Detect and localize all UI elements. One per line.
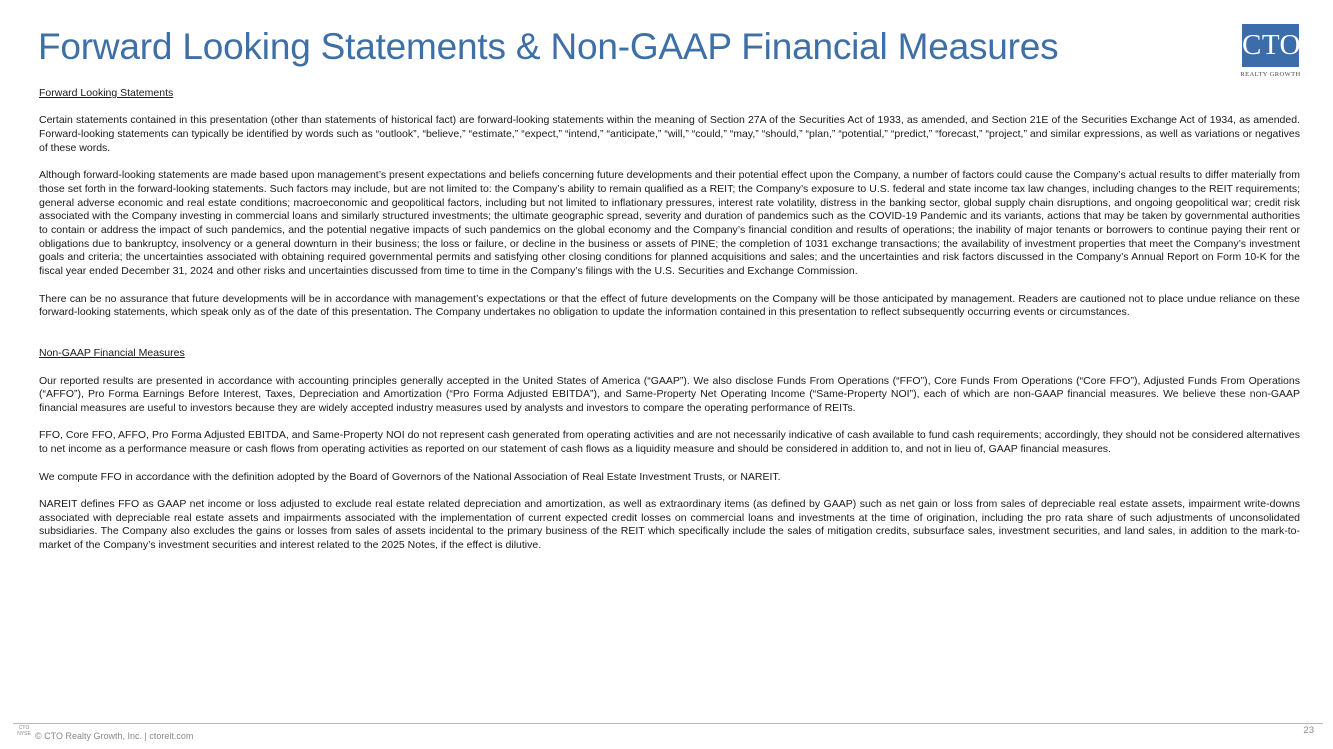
non-gaap-paragraph-4: NAREIT defines FFO as GAAP net income or loss adjusted to exclude real estate related depreciation and amortization, as well as extraordinary items (as defined by GAAP) such as net gain or loss from sales of depreciable real estate assets, impairment write-downs associated with depreciable real estate assets and impairments associated with the implementation of current expected credit losses on commercial loans and investments at the time of origination, including the pro rata share of such adjustments of unconsolidated subsidiaries. The Company also excludes the gains or losses from sales of assets incidental to the primary business of the REIT which specifically include the sales of mitigation credits, subsurface sales, investment securities, and land sales, in addition to the mark-to-market of the Company’s investment securities and interest related to the 2025 Notes, if the effect is dilutive. — [39, 497, 1300, 552]
forward-looking-paragraph-3: There can be no assurance that future developments will be in accordance with management’s expectations or that the effect of future developments on the Company will be those anticipated by management. Readers are cautioned not to place undue reliance on these forward-looking statements, which speak only as of the date of this presentation. The Company undertakes no obligation to update the information contained in this presentation to reflect subsequently occurring events or circumstances. — [39, 292, 1300, 319]
page-number: 23 — [1303, 725, 1314, 736]
non-gaap-paragraph-1: Our reported results are presented in accordance with accounting principles generally accepted in the United States of America (“GAAP”). We also disclose Funds From Operations (“FFO”), Core Funds From Operations (“Core FFO”), Adjusted Funds From Operations (“AFFO”), Pro Forma Earnings Before Interest, Taxes, Depreciation and Amortization (“Pro Forma Adjusted EBITDA”), and Same-Property Net Operating Income (“Same-Property NOI”), each of which are non-GAAP financial measures. We believe these non-GAAP financial measures are useful to investors because they are widely accepted industry measures used by analysts and investors to compare the operating performance of REITs. — [39, 374, 1300, 415]
non-gaap-paragraph-2: FFO, Core FFO, AFFO, Pro Forma Adjusted EBITDA, and Same-Property NOI do not represent cash generated from operating activities and are not necessarily indicative of cash available to fund cash requirements; accordingly, they should not be considered alternatives to net income as a performance measure or cash flows from operating activities as reported on our statement of cash flows as a liquidity measure and should be considered in addition to, and not in lieu of, GAAP financial measures. — [39, 429, 1300, 456]
forward-looking-paragraph-1: Certain statements contained in this presentation (other than statements of historical fact) are forward-looking statements within the meaning of Section 27A of the Securities Act of 1933, as amended, and Section 21E of the Securities Exchange Act of 1934, as amended. Forward-looking statements can typically be identified by words such as “outlook”, “believe,” “estimate,” “expect,” “intend,” “anticipate,” “will,” “could,” “may,” “should,” “plan,” “potential,” “predict,” “forecast,” “project,” and similar expressions, as well as variations or negatives of these words. — [39, 114, 1300, 154]
forward-looking-paragraph-2: Although forward-looking statements are made based upon management’s present expectations and beliefs concerning future developments and their potential effect upon the Company, a number of factors could cause the Company’s actual results to differ materially from those set forth in the forward-looking statements. Such factors may include, but are not limited to: the Company’s ability to remain qualified as a REIT; the Company’s exposure to U.S. federal and state income tax law changes, including changes to the REIT requirements; general adverse economic and real estate conditions; macroeconomic and geopolitical factors, including but not limited to inflationary pressures, interest rate volatility, distress in the banking sector, global supply chain disruptions, and ongoing geopolitical war; credit risk associated with the Company investing in commercial loans and similarly structured investments; the ultimate geographic spread, severity and duration of pandemics such as the COVID-19 Pandemic and its variants, actions that may be taken by governmental authorities to contain or address the impact of such pandemics, and the potential negative impacts of such pandemics on the global economy and the Company’s financial condition and results of operations; the inability of major tenants or borrowers to continue paying their rent or obligations due to bankruptcy, insolvency or a general downturn in their business; the loss or failure, or decline in the business or assets of PINE; the completion of 1031 exchange transactions; the availability of investment properties that meet the Company’s investment goals and criteria; the uncertainties associated with obtaining required governmental permits and satisfying other closing conditions for planned acquisitions and sales; and the uncertainties and risk factors discussed in the Company’s Annual Report on Form 10-K for the fiscal year ended December 31, 2024 and other risks and uncertainties discussed from time to time in the Company’s filings with the U.S. Securities and Exchange Commission. — [39, 169, 1300, 278]
footer-logo — [16, 725, 32, 737]
company-logo — [1228, 24, 1313, 80]
slide-body — [39, 87, 1300, 553]
non-gaap-heading: Non-GAAP Financial Measures — [39, 347, 185, 360]
footer-copyright: © CTO Realty Growth, Inc. | ctoreit.com — [35, 731, 194, 741]
footer-logo-bottom: NYSE — [17, 731, 31, 737]
forward-looking-heading: Forward Looking Statements — [39, 87, 174, 99]
logo-mark: CTO — [1242, 24, 1299, 67]
footer-divider — [13, 723, 1323, 724]
non-gaap-paragraph-3: We compute FFO in accordance with the definition adopted by the Board of Governors of the National Association of Real Estate Investment Trusts, or NAREIT. — [39, 470, 781, 483]
logo-tagline: REALTY GROWTH — [1240, 71, 1301, 78]
footer-logo-top: CTO — [18, 725, 30, 731]
slide-title: Forward Looking Statements & Non-GAAP Financial Measures — [38, 26, 1059, 67]
